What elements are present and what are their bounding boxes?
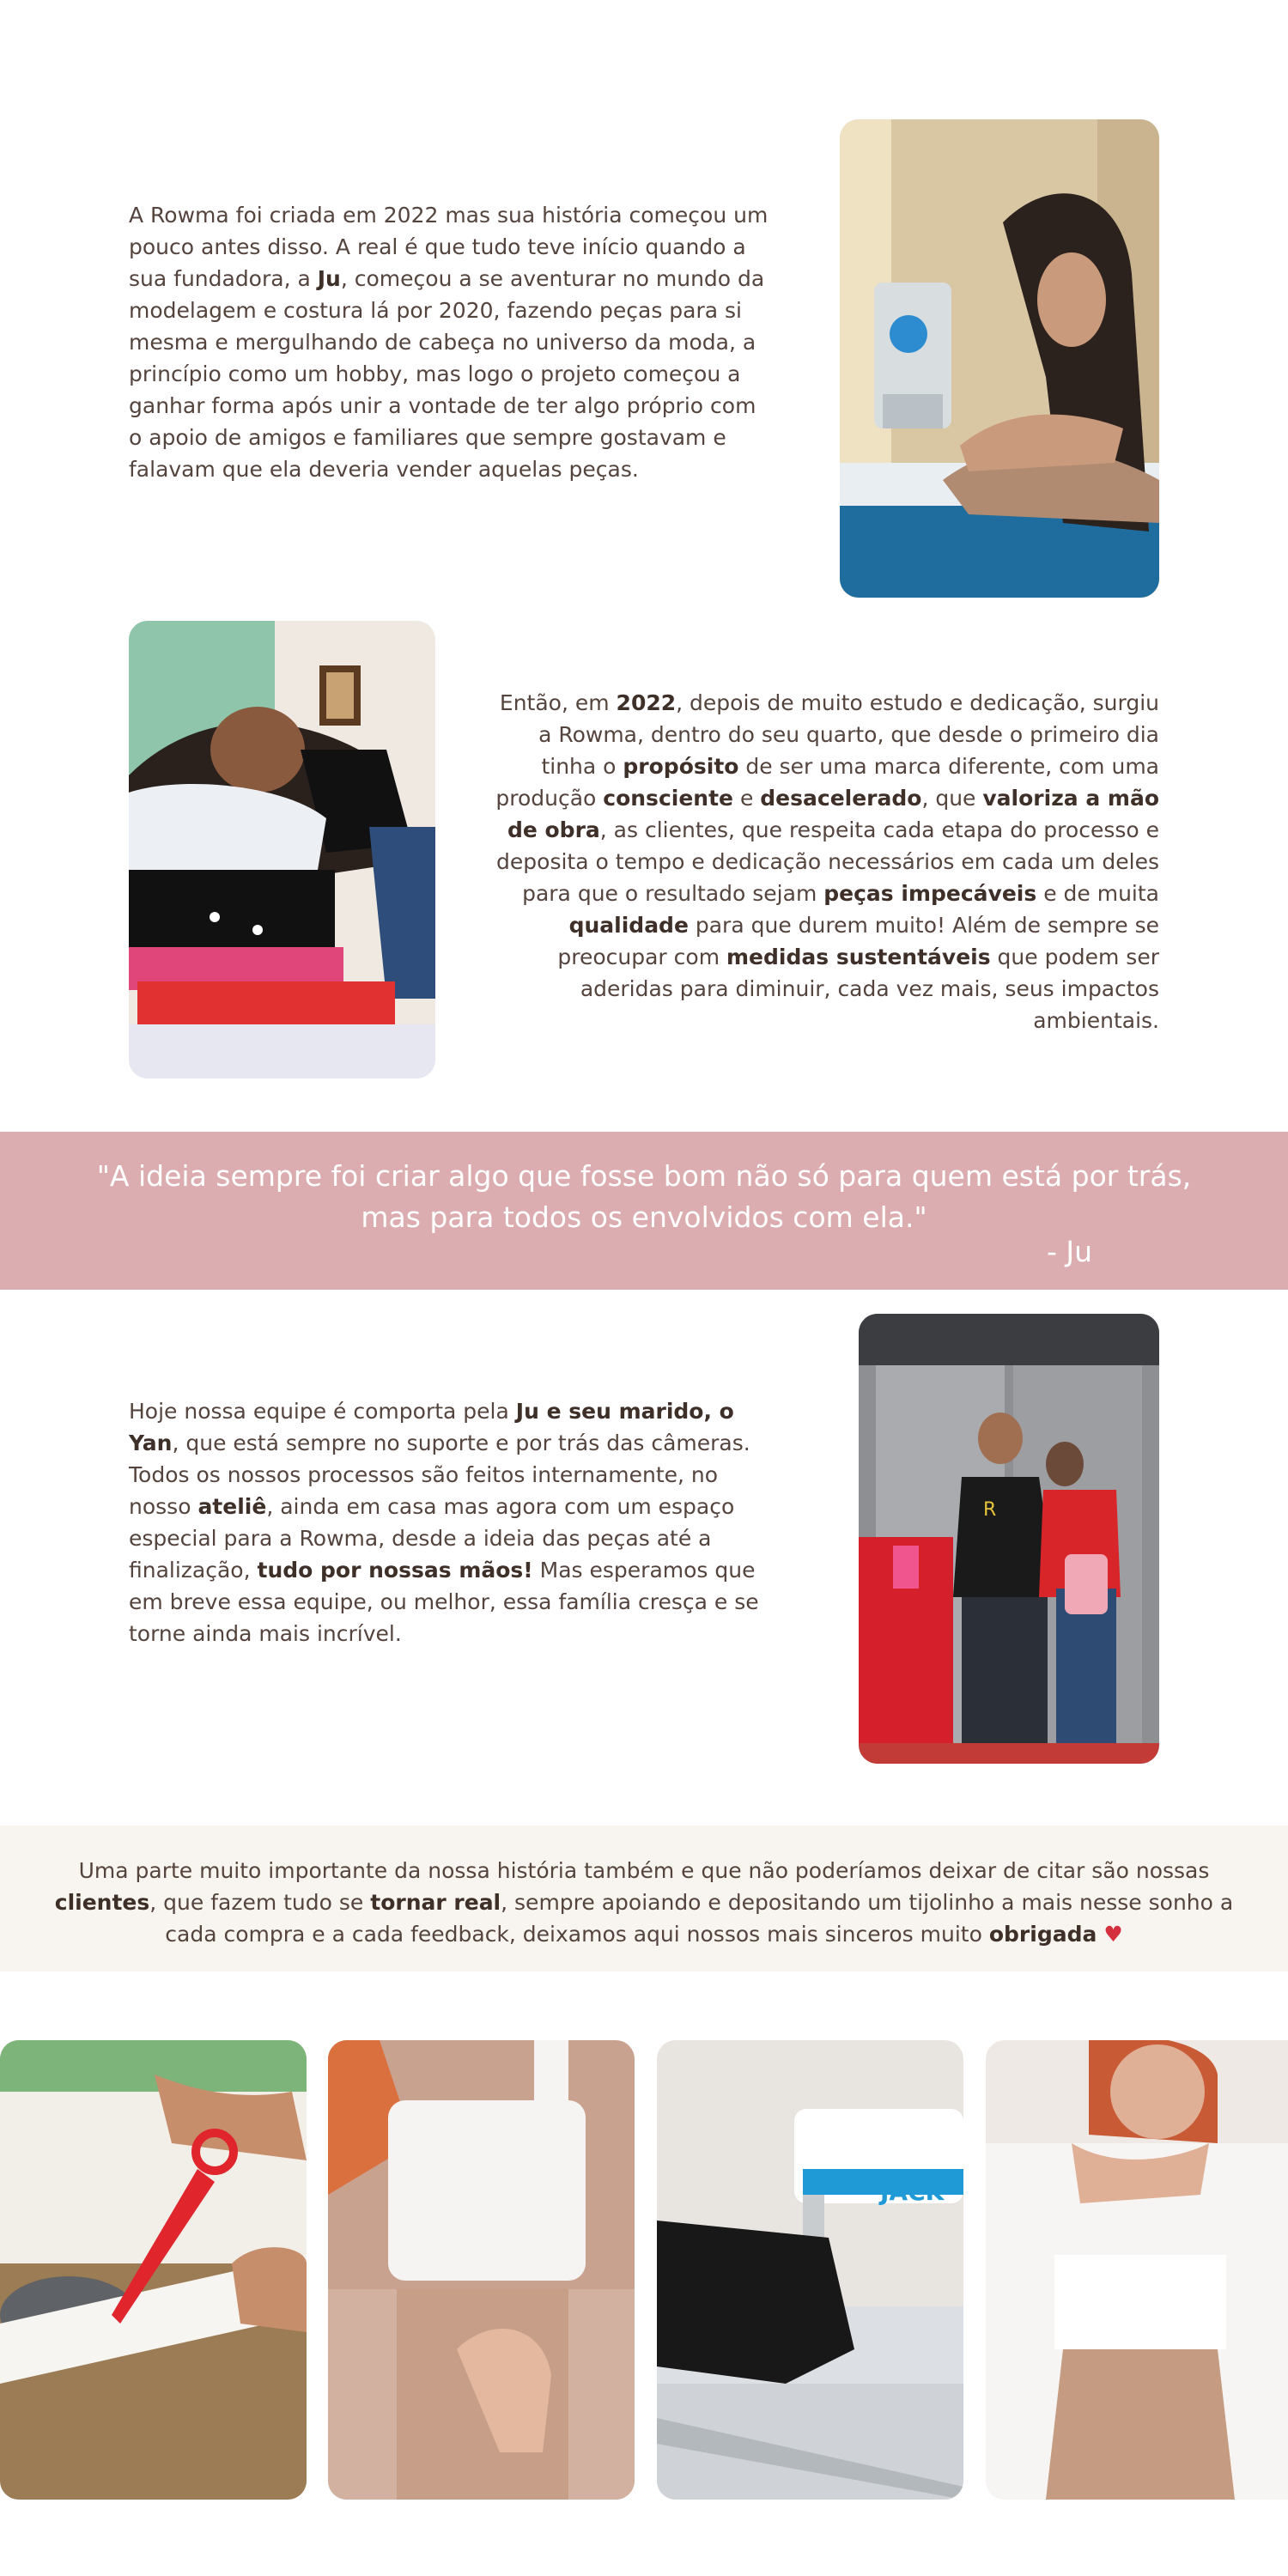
real-highlight: tornar real bbox=[370, 1890, 501, 1915]
svg-text:R: R bbox=[983, 1499, 997, 1521]
quality-highlight: qualidade bbox=[568, 913, 689, 938]
quote-band bbox=[0, 1132, 1288, 1290]
team-elevator-photo bbox=[859, 1314, 1159, 1764]
conscious-highlight: consciente bbox=[603, 786, 733, 811]
team-paragraph: Hoje nossa equipe é comporta pela Ju e seu marido, o Yan, que está sempre no suporte e por trás das câmeras. Todos os nossos processos são feitos internamente, no nosso ateliê, ainda em casa mas agora com um espaço especial para a Rowma, desde a ideia das peças até a finalização, tudo por nossas mãos! Mas esperamos que em breve essa equipe, ou melhor, essa família cresça e se torne ainda mais incrível. bbox=[129, 1399, 759, 1646]
heart-icon: ♥ bbox=[1103, 1922, 1123, 1947]
sewing-founder-photo bbox=[840, 119, 1159, 598]
clients-highlight: clientes bbox=[54, 1890, 150, 1915]
intro-paragraph bbox=[129, 199, 773, 485]
sustainable-highlight: medidas sustentáveis bbox=[726, 945, 991, 969]
svg-text:JACK: JACK bbox=[880, 2178, 945, 2206]
thanks-band bbox=[0, 1826, 1288, 1971]
year-highlight: 2022 bbox=[616, 690, 677, 715]
intro-name-highlight: Ju bbox=[317, 266, 341, 291]
quote-text: "A ideia sempre foi criar algo que fosse bom não só para quem está por trás, mas para todos os envolvidos com ela." bbox=[96, 1159, 1192, 1234]
handmade-highlight: tudo por nossas mãos! bbox=[257, 1558, 533, 1583]
slow-highlight: desacelerado bbox=[760, 786, 922, 811]
story-paragraph: Então, em 2022, depois de muito estudo e dedicação, surgiu a Rowma, dentro do seu quarto, que desde o primeiro dia tinha o propósito de ser uma marca diferente, com uma produção consciente e desacelerado, que valoriza a mão de obra, as clientes, que respeita cada etapa do processo e deposita o tempo e dedicação necessários em cada um deles para que o resultado sejam peças impecáveis e de muita qualidade para que durem muito! Além de sempre se preocupar com medidas sustentáveis que podem ser aderidas para diminuir, cada vez mais, seus impactos ambientais. bbox=[495, 690, 1159, 1033]
thanks-text: Uma parte muito importante da nossa história também e que não poderíamos deixar de citar são nossas clientes, que fazem tudo se tornar real, sempre apoiando e depositando um tijolinho a mais nesse sonho a cada compra e a cada feedback, deixamos aqui nossos mais sinceros muito obrigada ♥ bbox=[54, 1858, 1234, 1947]
quote-author: - Ju bbox=[1046, 1235, 1092, 1268]
gallery-model-outfit-photo bbox=[986, 2040, 1288, 2500]
labor-highlight: valoriza a mão de obra bbox=[507, 786, 1159, 842]
atelier-highlight: ateliê bbox=[197, 1494, 267, 1519]
purpose-highlight: propósito bbox=[623, 754, 739, 779]
intro-text: , começou a se aventurar no mundo da modelagem e costura lá por 2020, fazendo peças para si mesma e mergulhando de cabeça no universo da moda, a princípio como um hobby, mas logo o projeto começou a ganhar forma após unir a vontade de ter algo próprio com o apoio de amigos e familiares que sempre gostavam e falavam que ela deveria vender aquelas peças. bbox=[129, 266, 765, 482]
thanks-highlight: obrigada bbox=[988, 1922, 1097, 1947]
founder-with-clothes-photo bbox=[129, 621, 435, 1078]
intro-text: A Rowma foi criada em 2022 mas sua história começou um pouco antes disso. A real é que tudo teve início quando a sua fundadora, a bbox=[129, 203, 769, 291]
gallery-white-top-photo bbox=[328, 2040, 635, 2500]
team-names-highlight: Ju e seu marido, o Yan bbox=[129, 1399, 734, 1455]
impeccable-highlight: peças impecáveis bbox=[823, 881, 1037, 906]
gallery-sewing-machine-photo bbox=[657, 2040, 963, 2500]
gallery-cutting-fabric-photo bbox=[0, 2040, 307, 2500]
